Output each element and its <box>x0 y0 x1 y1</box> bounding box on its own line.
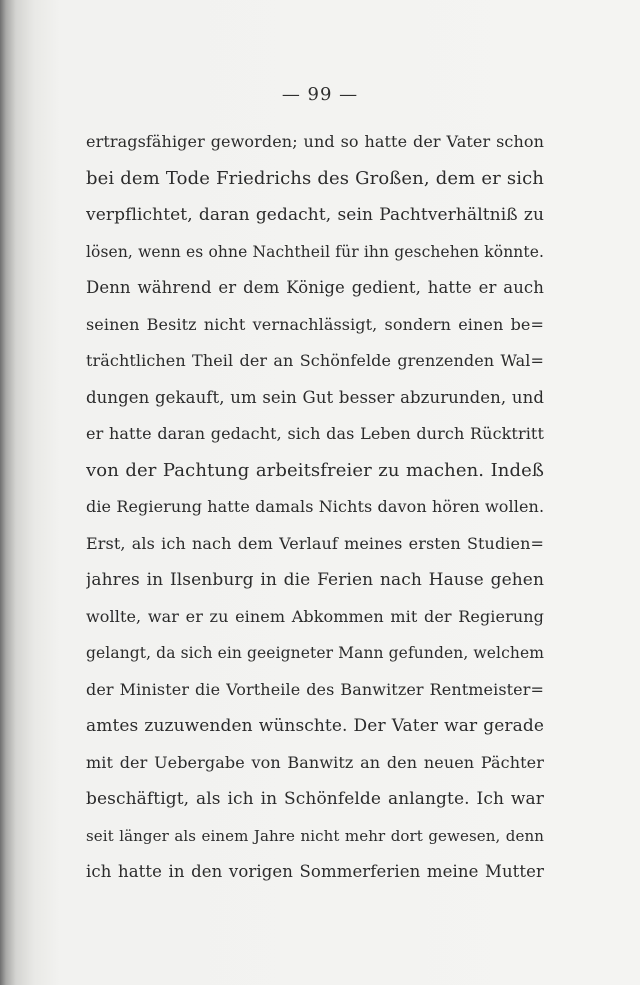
text-line: die Regierung hatte damals Nichts davon hören wollen. <box>86 497 544 516</box>
text-line: jahres in Ilsenburg in die Ferien nach Hause gehen <box>86 570 544 590</box>
text-line: ich hatte in den vorigen Sommerferien meine Mutter <box>86 862 544 881</box>
text-line: der Minister die Vortheile des Banwitzer Rentmeister= <box>86 679 544 699</box>
text-line: beschäftigt, als ich in Schönfelde anlangte. Ich war <box>86 789 544 809</box>
text-line: bei dem Tode Friedrichs des Großen, dem er sich <box>86 167 544 189</box>
text-line: ertragsfähiger geworden; und so hatte der Vater schon <box>86 132 544 151</box>
text-line: trächtlichen Theil der an Schönfelde grenzenden Wal= <box>86 351 544 370</box>
text-line: seinen Besitz nicht vernachlässigt, sondern einen be= <box>86 314 544 334</box>
text-line: seit länger als einem Jahre nicht mehr dort gewesen, denn <box>86 826 544 845</box>
text-line: wollte, war er zu einem Abkommen mit der Regierung <box>86 606 544 626</box>
text-line: lösen, wenn es ohne Nachtheil für ihn geschehen könnte. <box>86 242 544 261</box>
body-text <box>86 118 544 885</box>
text-line: Erst, als ich nach dem Verlauf meines ersten Studien= <box>86 533 544 553</box>
page-number: — 99 — <box>281 84 359 105</box>
text-line: amtes zuzuwenden wünschte. Der Vater war gerade <box>86 716 544 736</box>
text-line: Denn während er dem Könige gedient, hatte er auch <box>86 278 544 297</box>
text-line: von der Pachtung arbeitsfreier zu machen. Indeß <box>86 459 544 481</box>
text-line: mit der Uebergabe von Banwitz an den neuen Pächter <box>86 752 544 772</box>
text-line: er hatte daran gedacht, sich das Leben durch Rücktritt <box>86 424 544 443</box>
text-line: verpflichtet, daran gedacht, sein Pachtverhältniß zu <box>86 205 544 225</box>
text-line: gelangt, da sich ein geeigneter Mann gefunden, welchem <box>86 644 544 662</box>
text-line: dungen gekauft, um sein Gut besser abzurunden, und <box>86 387 544 407</box>
